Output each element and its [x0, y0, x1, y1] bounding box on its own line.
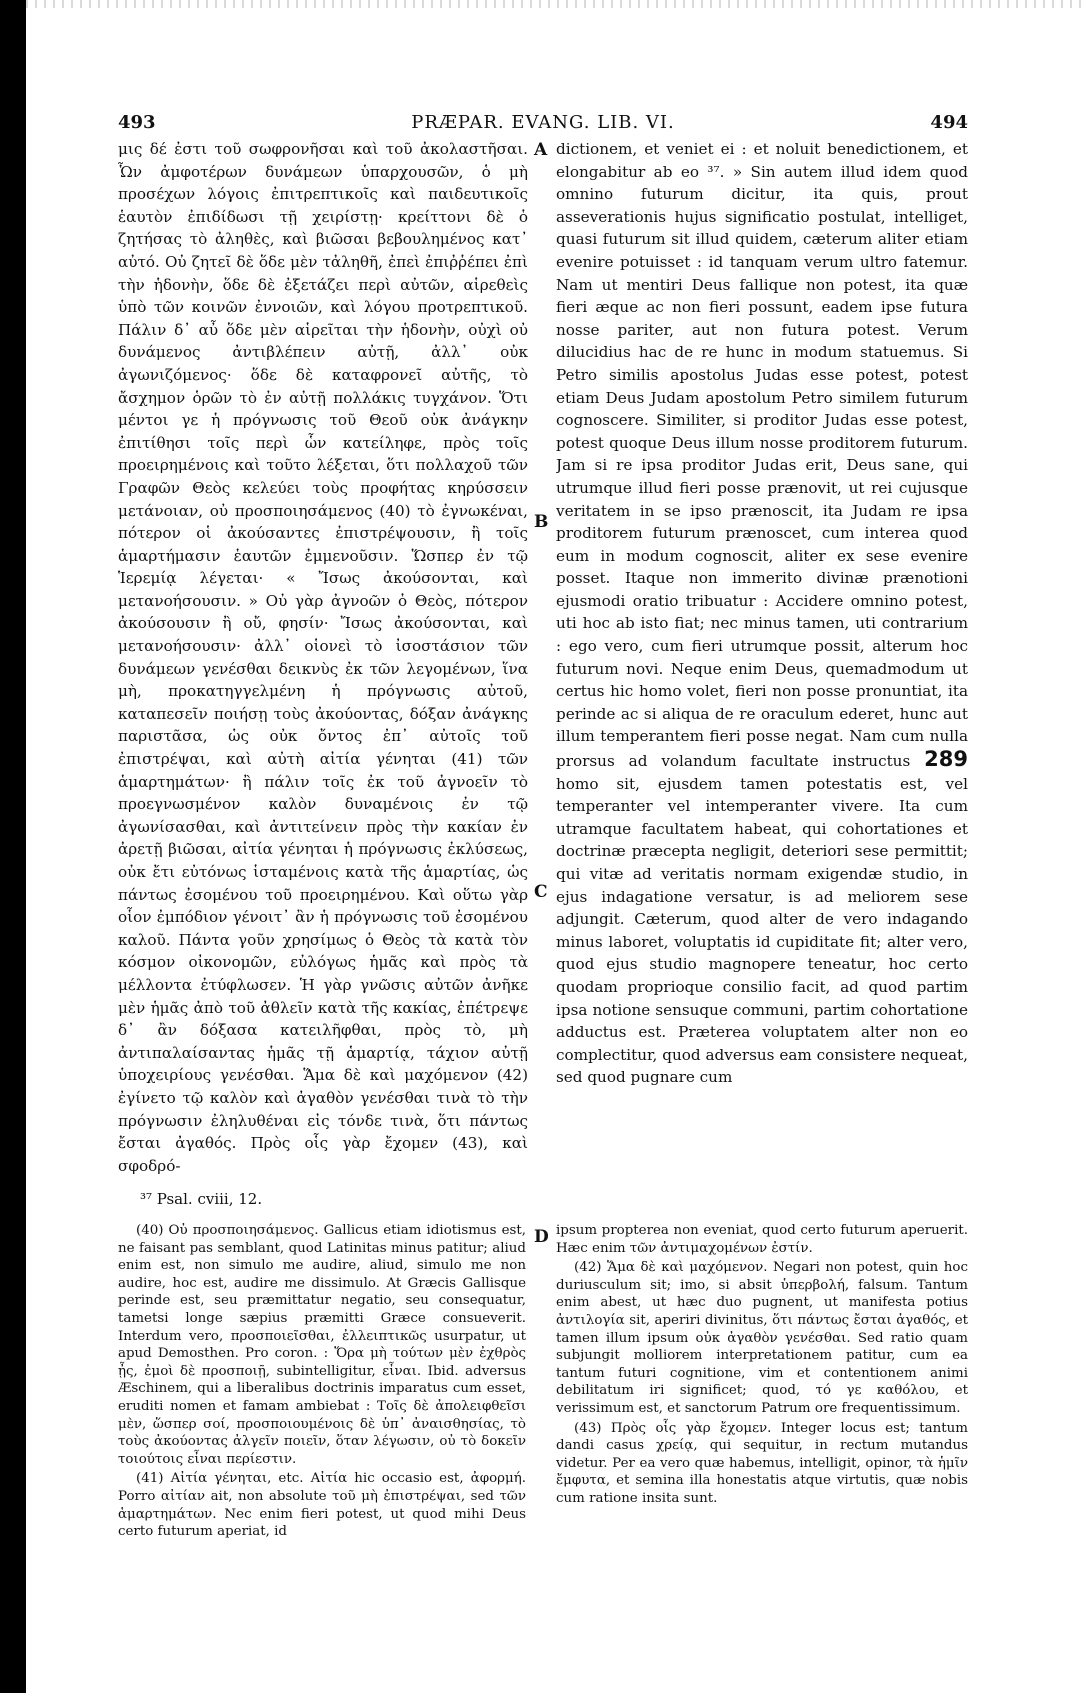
page-mark-289: 289 — [924, 747, 968, 772]
footnote-reference: ³⁷ Psal. cviii, 12. — [140, 1190, 263, 1208]
greek-paragraph: μις δέ ἐστι τοῦ σωφρονῆσαι καὶ τοῦ ἀκολαστῆσαι. Ὧν ἀμφοτέρων δυνάμεων ὑπαρχουσῶν, ὁ μὴ προσέχων λόγοις ἐπιτρεπτικοῖς καὶ παιδευτικοῖς ἑαυτὸν ἐπιδίδωσι τῇ χειρίστῃ· κρείττονι δὲ ὁ ζητήσας τὸ ἀληθὲς, καὶ βιῶσαι βεβουλημένος κατ᾽ αὐτό. Οὐ ζητεῖ δὲ ὅδε μὲν τἀληθῆ, ἐπεὶ ἐπιῤῥέπει ἐπὶ τὴν ἡδονὴν, ὅδε δὲ ἐξετάζει περὶ αὐτῶν, αἱρεθεὶς ὑπὸ τῶν κοινῶν ἐννοιῶν, καὶ λόγου προτρεπτικοῦ. Πάλιν δ᾽ αὖ ὅδε μὲν αἱρεῖται τὴν ἡδονὴν, οὐχὶ οὐ δυνάμενος ἀντιβλέπειν αὐτῇ, ἀλλ᾽ οὐκ ἀγωνιζόμενος· ὅδε δὲ καταφρονεῖ αὐτῆς, τὸ ἄσχημον ὁρῶν τὸ ἐν αὐτῇ πολλάκις τυγχάνον. Ὅτι μέντοι γε ἡ πρόγνωσις τοῦ Θεοῦ οὐκ ἀνάγκην ἐπιτίθησι τοῖς περὶ ὧν κατείληφε, πρὸς τοῖς προειρημένοις καὶ τοῦτο λέξεται, ὅτι πολλαχοῦ τῶν Γραφῶν Θεὸς κελεύει τοὺς προφήτας κηρύσσειν μετάνοιαν, οὐ προσποιησάμενος (40) τὸ ἐγνωκέναι, πότερον οἱ ἀκούσαντες ἐπιστρέψουσιν, ἢ τοῖς ἁμαρτήμασιν ἑαυτῶν ἐμμενοῦσιν. Ὥσπερ ἐν τῷ Ἱερεμίᾳ λέγεται· « Ἴσως ἀκούσονται, καὶ μετανοήσουσιν. » Οὐ γὰρ ἀγνοῶν ὁ Θεὸς, πότερον ἀκούσουσιν ἢ οὔ, φησίν· Ἴσως ἀκούσονται, καὶ μετανοήσουσιν· ἀλλ᾽ οἱονεὶ τὸ ἰσοστάσιον τῶν δυνάμεων γενέσθαι δεικνὺς ἐκ τῶν λεγομένων, ἵνα μὴ, προκατηγγελμένη ἡ πρόγνωσις αὐτοῦ, καταπεσεῖν ποιήσῃ τοὺς ἀκούοντας, δόξαν ἀνάγκης παριστᾶσα, ὡς οὐκ ὄντος ἐπ᾽ αὐτοῖς τοῦ ἐπιστρέψαι, καὶ αὐτὴ αἰτία γένηται (41) τῶν ἁμαρτημάτων· ἢ πάλιν τοῖς ἐκ τοῦ ἀγνοεῖν τὸ προεγνωσμένον καλὸν δυναμένοις ἐν τῷ ἀγωνίσασθαι, καὶ ἀντιτείνειν πρὸς τὴν κακίαν ἐν ἀρετῇ βιῶσαι, αἰτία γένηται ἡ πρόγνωσις ἐκλύσεως, οὐκ ἔτι εὐτόνως ἱσταμένοις κατὰ τῆς ἁμαρτίας, ὡς πάντως ἐσομένου τοῦ προειρημένου. Καὶ οὕτω γὰρ οἷον ἐμπόδιον γένοιτ᾽ ἂν ἡ πρόγνωσις τοῦ ἐσομένου καλοῦ. Πάντα γοῦν χρησίμως ὁ Θεὸς τὰ κατὰ τὸν κόσμον οἰκονομῶν, εὐλόγως ἡμᾶς καὶ πρὸς τὰ μέλλοντα ἐτύφλωσεν. Ἡ γὰρ γνῶσις αὐτῶν ἀνῆκε μὲν ἡμᾶς ἀπὸ τοῦ ἀθλεῖν κατὰ τῆς κακίας, ἐπέτρεψε δ᾽ ἂν δόξασα κατειλῆφθαι, πρὸς τὸ, μὴ ἀντιπαλαίσαντας ἡμᾶς τῇ ἁμαρτίᾳ, τάχιον αὐτῇ ὑποχειρίους γενέσθαι. Ἅμα δὲ καὶ μαχόμενον (42) ἐγίνετο τῷ καλὸν καὶ ἀγαθὸν γενέσθαι τινὰ τὸ τὴν πρόγνωσιν ἐληλυθέναι εἰς τόνδε τινὰ, ὅτι πάντως ἔσται ἀγαθός. Πρὸς οἷς γὰρ ἔχομεν (43), καὶ σφοδρό- — [118, 140, 528, 1175]
margin-letter-d: D — [534, 1227, 549, 1247]
page-number-right: 494 — [930, 112, 968, 133]
scan-top-noise — [26, 0, 1088, 8]
scan-edge-shadow — [0, 0, 26, 1693]
notes-left-column — [118, 1222, 526, 1582]
notes-right-column — [556, 1222, 968, 1582]
note-42: (42) Ἅμα δὲ καὶ μαχόμενον. Negari non potest, quin hoc duriusculum sit; imo, si absit ὑπερβολή, falsum. Tantum enim abest, ut hæc duo pugnent, ut manifesta potius ἀντιλογία sit, aperiri divinitus, ὅτι πάντως ἔσται ἀγαθός, et tamen illum ipsum οὐκ ἀγαθὸν γενέσθαι. Sed ratio quam subjungit molliorem interpretationem patitur, cum ea tantum futuri cognitione, vim et contentionem animi debilitatum iri significet; quod, τό γε καθόλου, et verissimum est, et sanctorum Patrum ore frequentissimum. — [556, 1260, 968, 1416]
latin-text-part1: dictionem, et veniet ei : et noluit benedictionem, et elongabitur ab eo ³⁷. » Sin autem illud idem quod omnino futurum dicitur, ita quis, prout asseverationis hujus significatio postulat, intelliget, quasi futurum sit illud quidem, cæterum aliter etiam evenire potuisset : id tanquam verum ultro fatemur. Nam ut mentiri Deus fallique non potest, ita quæ fieri æque ac non fieri possunt, eadem ipse futura nosse pariter, aut non futura potest. Verum dilucidius hac de re hunc in modum statuemus. Si Petro similis apostolus Judas esse potest, potest etiam Deus Judam apostolum Petro similem futurum cognoscere. Similiter, si proditor Judas esse potest, potest quoque Deus illum nosse proditorem futurum. Jam si re ipsa proditor Judas erit, Deus sane, qui utrumque illud fieri posse prænovit, ut rei cujusque veritatem in se ipso prænoscit, ita Judam re ipsa proditorem futurum prænoscet, cum interea quod eum in modum cognoscit, aliter ex sese evenire posset. Itaque non immerito divinæ prænotioni ejusmodi oratio tribuatur : Accidere omnino potest, uti hoc ab isto fiat; nec minus tamen, uti contrarium : ego vero, cum fieri utrumque possit, alterum hoc futurum novi. Neque enim Deus, quemadmodum ut certus hic homo volet, fieri non posse pronuntiat, ita perinde ac si aliqua de re oraculum ederet, hunc aut illum temperantem fieri posse negat. Nam cum nulla prorsus ad volandum facultate instructus — [556, 140, 968, 771]
latin-paragraph — [556, 138, 968, 1089]
greek-text-column — [118, 138, 528, 1190]
note-41-continued: ipsum propterea non eveniat, quod certo futurum aperuerit. Hæc enim τῶν ἀντιμαχομένων ἐστίν. — [556, 1223, 968, 1256]
margin-letter-c: C — [534, 882, 548, 902]
note-40: (40) Οὐ προσποιησάμενος. Gallicus etiam idiotismus est, ne faisant pas semblant, quod Latinitas minus patitur; aliud enim est, non simulo me audire, aliud, simulo me non audire, hoc est, audire me dissimulo. At Græcis Gallisque perinde est, seu præmittatur negatio, seu consequatur, tametsi longe sæpius præmitti Græce consueverit. Interdum vero, προσποιεῖσθαι, ἐλλειπτικῶς usurpatur, ut apud Demosthen. Pro coron. : Ὅρα μὴ τούτων μὲν ἐχθρὸς ᾖς, ἐμοὶ δὲ προσποιῇ, subintelligitur, εἶναι. Ibid. adversus Æschinem, qui a liberalibus doctrinis imparatus cum esset, eruditi nomen et famam ambiebat : Τοῖς δὲ ἀπολειφθεῖσι μὲν, ὥσπερ σοί, προσποιουμένοις δὲ ὑπ᾽ ἀναισθησίας, τὸ τοὺς ἀκούοντας ἀλγεῖν ποιεῖν, ὅταν λέγωσιν, οὐ τὸ δοκεῖν τοιούτοις εἶναι περίεστιν. — [118, 1223, 526, 1467]
running-title: PRÆPAR. EVANG. LIB. VI. — [411, 112, 675, 133]
margin-letter-a: A — [534, 140, 548, 160]
note-43: (43) Πρὸς οἷς γὰρ ἔχομεν. Integer locus est; tantum dandi casus χρείᾳ, qui sequitur, in rectum mutandus videtur. Per ea vero quæ habemus, intelligit, opinor, τὰ ἡμῖν ἔμφυτα, et semina illa honestatis atque virtutis, quæ nobis cum ratione insita sunt. — [556, 1420, 968, 1506]
running-header — [118, 112, 968, 136]
note-41: (41) Αἰτία γένηται, etc. Αἰτία hic occasio est, ἀφορμή. Porro αἰτίαν ait, non absolute τοῦ μὴ ἐπιστρέψαι, sed τῶν ἁμαρτημάτων. Nec enim fieri potest, ut quod mihi Deus certo futurum aperiat, id — [118, 1471, 526, 1540]
latin-text-column — [556, 138, 968, 1190]
page-number-left: 493 — [118, 112, 156, 133]
margin-letter-b: B — [534, 512, 549, 532]
latin-text-part2: homo sit, ejusdem tamen potestatis est, vel temperanter vel intemperanter vivere. Ita cum utramque facultatem habeat, qui cohortationes et doctrinæ præcepta negligit, deteriori sese permittit; qui vitæ ad veritatis normam exigendæ studio, in ejus indagatione versatur, is ad meliorem sese adjungit. Cæterum, quod alter de vero indagando minus laboret, voluptatis id cupiditate fit; alter vero, quod ejus studio magnopere teneatur, hoc certo quodam proprioque consilio facit, ad quod partim ipsa notione sensuque communi, partim cohortatione adductus est. Præterea voluptatem alter non eo complectitur, quod adversus eam consistere nequeat, sed quod pugnare cum — [556, 774, 968, 1087]
